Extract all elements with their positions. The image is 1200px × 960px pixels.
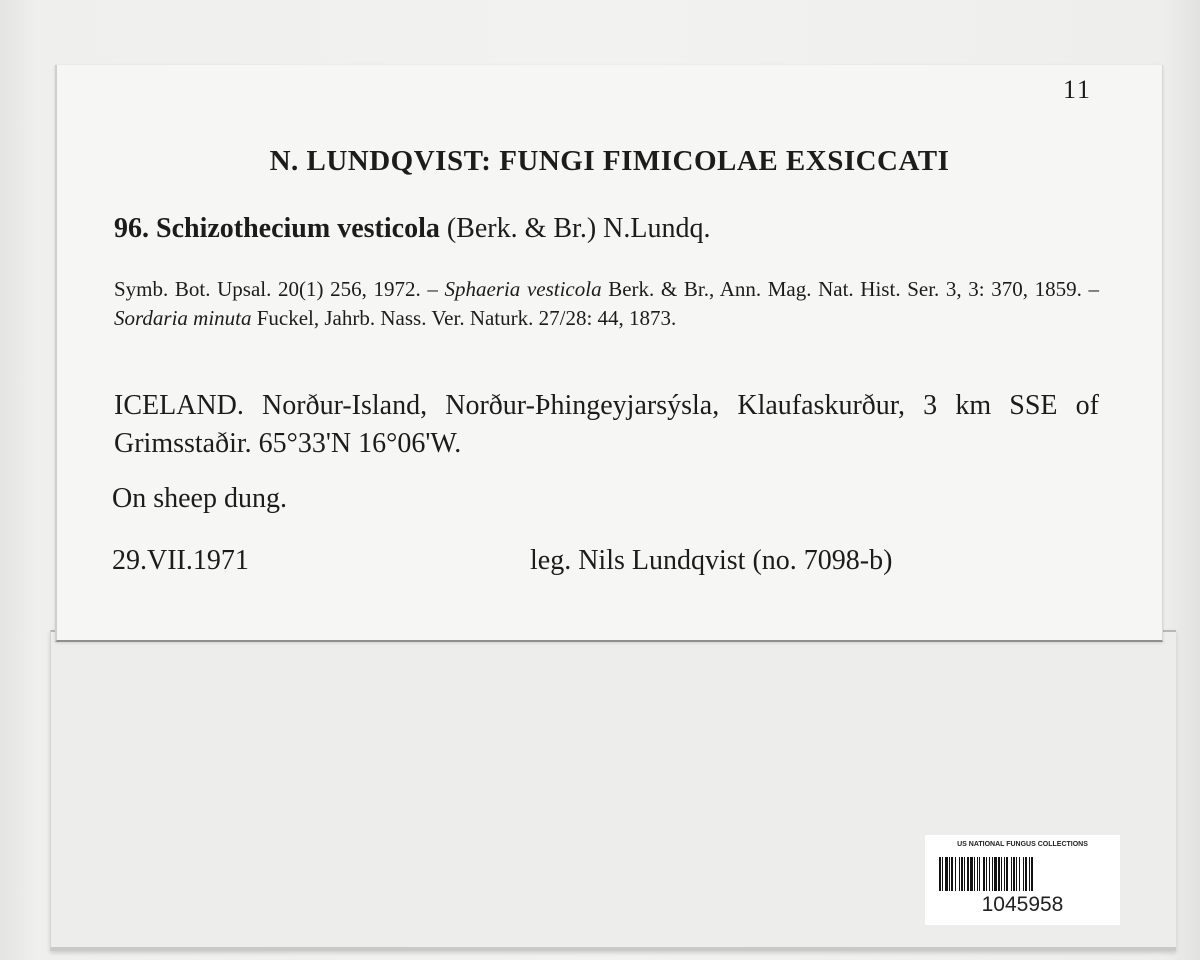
synonymy-text: [114, 275, 1099, 333]
barcode-number: 1045958: [981, 893, 1064, 916]
taxon-name: Schizothecium vesticola: [156, 213, 440, 244]
label-number: 11: [1062, 75, 1092, 104]
barcode-header: US NATIONAL FUNGUS COLLECTIONS: [957, 841, 1088, 848]
synonym-1-name: Sphaeria vesticola: [444, 277, 602, 301]
synonymy-part-3: Fuckel, Jahrb. Nass. Ver. Naturk. 27/28: 44, 1873.: [251, 306, 677, 330]
taxon-number: 96.: [114, 213, 149, 244]
specimen-label: [55, 65, 1163, 642]
taxon-line: [114, 213, 710, 245]
substrate-text: On sheep dung.: [112, 483, 287, 514]
taxon-authority: (Berk. & Br.) N.Lundq.: [446, 213, 711, 244]
series-title: N. LUNDQVIST: FUNGI FIMICOLAE EXSICCATI: [269, 145, 950, 177]
synonym-2-name: Sordaria minuta: [114, 306, 252, 330]
collector-text: leg. Nils Lundqvist (no. 7098-b): [530, 545, 893, 576]
collection-date: 29.VII.1971: [112, 545, 249, 576]
barcode-label: [925, 835, 1120, 925]
synonymy-part-1: Symb. Bot. Upsal. 20(1) 256, 1972. –: [114, 277, 445, 301]
barcode-bars: [939, 857, 1107, 891]
locality-text: ICELAND. Norður-Island, Norður-Þhingeyjarsýsla, Klaufaskurður, 3 km SSE of Grimsstaðir. 65°33'N 16°06'W.: [114, 390, 1099, 459]
synonymy-part-2: Berk. & Br., Ann. Mag. Nat. Hist. Ser. 3, 3: 370, 1859. –: [601, 277, 1100, 301]
